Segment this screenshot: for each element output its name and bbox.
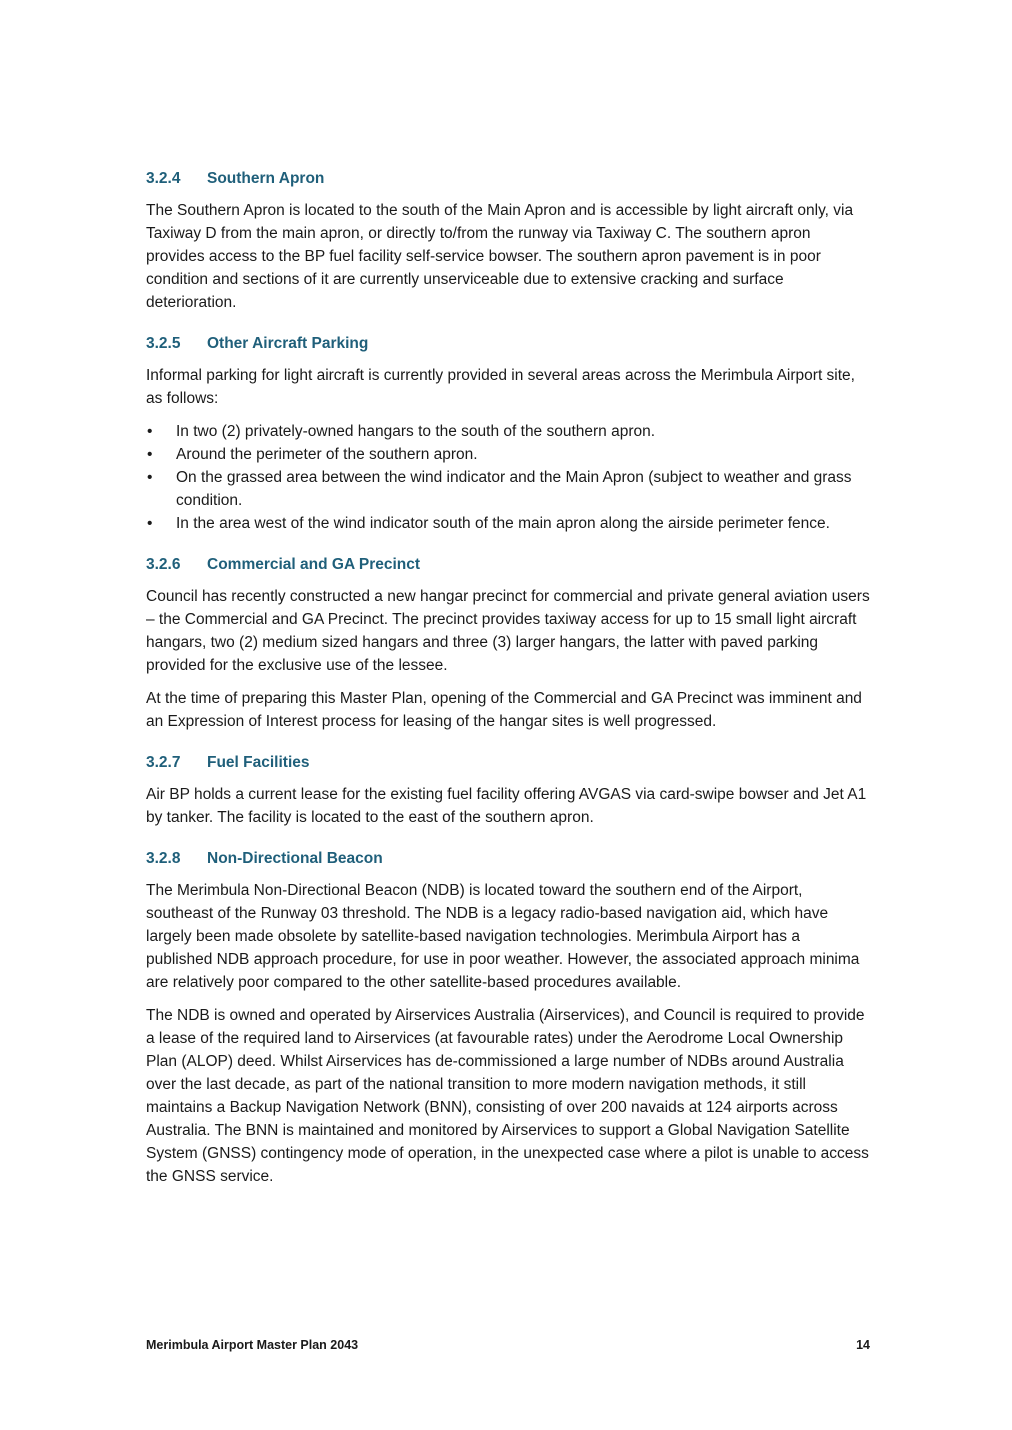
section-heading — [146, 168, 870, 190]
bullet-icon: • — [147, 469, 153, 486]
section-heading — [146, 848, 870, 870]
list-item-text: In two (2) privately-owned hangars to the south of the southern apron. — [176, 423, 656, 440]
paragraph: Informal parking for light aircraft is currently provided in several areas across the Merimbula Airport site, as follows: — [146, 367, 855, 407]
section-title: Non-Directional Beacon — [207, 850, 383, 867]
list-item — [146, 466, 870, 512]
list-item-text: Around the perimeter of the southern apron. — [176, 446, 478, 463]
bullet-icon: • — [147, 423, 153, 440]
section-commercial-ga-precinct — [146, 554, 870, 733]
section-heading — [146, 752, 870, 774]
section-title: Commercial and GA Precinct — [207, 556, 421, 573]
footer-page-number: 14 — [856, 1338, 870, 1352]
section-southern-apron — [146, 168, 870, 314]
section-title: Other Aircraft Parking — [207, 335, 369, 352]
section-heading — [146, 554, 870, 576]
paragraph: The Merimbula Non-Directional Beacon (NDB) is located toward the southern end of the Airport, southeast of the Runway 03 threshold. The NDB is a legacy radio-based navigation aid, which have largely been made obsolete by satellite-based navigation technologies. Merimbula Airport has a published NDB approach procedure, for use in poor weather. However, the associated approach minima are relatively poor compared to the other satellite-based procedures available. — [146, 882, 860, 991]
bullet-list — [146, 420, 870, 535]
section-number: 3.2.7 — [146, 754, 181, 771]
bullet-icon: • — [147, 446, 153, 463]
page-footer — [146, 1336, 870, 1354]
paragraph: The Southern Apron is located to the south of the Main Apron and is accessible by light aircraft only, via Taxiway D from the main apron, or directly to/from the runway via Taxiway C. The southern apron provides access to the BP fuel facility self-service bowser. The southern apron pavement is in poor condition and sections of it are currently unserviceable due to extensive cracking and surface deterioration. — [146, 202, 854, 311]
section-title: Fuel Facilities — [207, 754, 310, 771]
section-number: 3.2.5 — [146, 335, 181, 352]
paragraph: At the time of preparing this Master Plan, opening of the Commercial and GA Precinct was imminent and an Expression of Interest process for leasing of the hangar sites is well progressed. — [146, 690, 862, 730]
bullet-icon: • — [147, 515, 153, 532]
list-item — [146, 512, 870, 535]
list-item — [146, 443, 870, 466]
section-non-directional-beacon — [146, 848, 870, 1188]
list-item — [146, 420, 870, 443]
section-other-aircraft-parking — [146, 333, 870, 535]
section-heading — [146, 333, 870, 355]
footer-document-title: Merimbula Airport Master Plan 2043 — [146, 1338, 359, 1352]
list-item-text: On the grassed area between the wind indicator and the Main Apron (subject to weather and grass condition. — [176, 469, 852, 509]
section-title: Southern Apron — [207, 170, 325, 187]
list-item-text: In the area west of the wind indicator south of the main apron along the airside perimeter fence. — [176, 515, 830, 532]
section-fuel-facilities — [146, 752, 870, 829]
section-number: 3.2.4 — [146, 170, 181, 187]
section-number: 3.2.6 — [146, 556, 181, 573]
section-number: 3.2.8 — [146, 850, 181, 867]
paragraph: The NDB is owned and operated by Airservices Australia (Airservices), and Council is required to provide a lease of the required land to Airservices (at favourable rates) under the Aerodrome Local Ownership Plan (ALOP) deed. Whilst Airservices has de-commissioned a large number of NDBs around Australia over the last decade, as part of the national transition to more modern navigation methods, it still maintains a Backup Navigation Network (BNN), consisting of over 200 navaids at 124 airports across Australia. The BNN is maintained and monitored by Airservices to support a Global Navigation Satellite System (GNSS) contingency mode of operation, in the unexpected case where a pilot is unable to access the GNSS service. — [146, 1007, 869, 1185]
document-body — [146, 168, 870, 1198]
paragraph: Air BP holds a current lease for the existing fuel facility offering AVGAS via card-swipe bowser and Jet A1 by tanker. The facility is located to the east of the southern apron. — [146, 786, 867, 826]
paragraph: Council has recently constructed a new hangar precinct for commercial and private general aviation users – the Commercial and GA Precinct. The precinct provides taxiway access for up to 15 small light aircraft hangars, two (2) medium sized hangars and three (3) larger hangars, the latter with paved parking provided for the exclusive use of the lessee. — [146, 588, 870, 674]
